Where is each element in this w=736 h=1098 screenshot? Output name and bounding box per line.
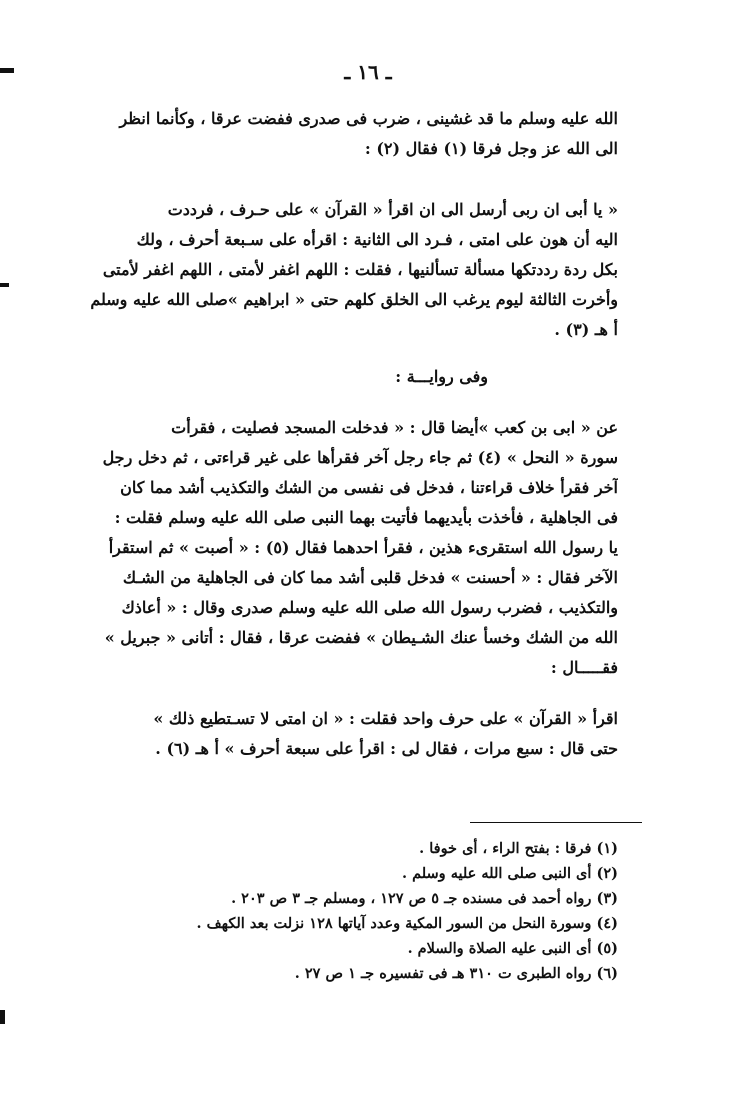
text-line: الى الله عز وجل فرقا (١) فقال (٢) : — [364, 139, 618, 158]
text-line: الآخر فقال : « أحسنت » فدخل قلبى أشد مما كان فى الجاهلية من الشـك — [122, 568, 618, 587]
section-heading — [76, 362, 618, 392]
footnote-3: (٣) رواه أحمد فى مسنده جـ ٥ ص ١٢٧ ، ومسلم جـ ٣ ص ٢٠٣ . — [231, 890, 618, 907]
footnote-divider — [470, 822, 642, 823]
footnote-6: (٦) رواه الطبرى ت ٣١٠ هـ فى تفسيره جـ ١ ص ٢٧ . — [294, 965, 618, 982]
footnote-4: (٤) وسورة النحل من السور المكية وعدد آياتها ١٢٨ نزلت بعد الكهف . — [196, 915, 618, 932]
text-line: آخر فقرأ خلاف قراءتنا ، فدخل فى نفسى من الشك والتكذيب أشد مما كان — [120, 478, 618, 497]
text-line: فقـــــال : — [550, 658, 618, 677]
text-line: اقرأ « القرآن » على حرف واحد فقلت : « ان امتى لا تسـتطيع ذلك » — [153, 709, 618, 728]
paragraph-1 — [76, 104, 618, 164]
text-line: أ هـ (٣) . — [554, 320, 618, 339]
paragraph-3 — [76, 413, 618, 683]
footnote-5: (٥) أى النبى عليه الصلاة والسلام . — [407, 940, 618, 957]
text-line: سورة « النحل » (٤) ثم جاء رجل آخر فقرأها على غير قراءتى ، ثم دخل رجل — [102, 448, 618, 467]
text-line: اليه أن هون على امتى ، فـرد الى الثانية : اقرأه على سـبعة أحرف ، ولك — [136, 230, 618, 249]
footnote-1: (١) فرقا : بفتح الراء ، أى خوفا . — [419, 840, 618, 857]
text-line: بكل ردة رددتكها مسألة تسألنيها ، فقلت : اللهم اغفر لأمتى ، اللهم اغفر لأمتى — [102, 260, 618, 279]
footnotes — [198, 836, 618, 986]
text-line: الله عليه وسلم ما قد غشينى ، ضرب فى صدرى ففضت عرقا ، وكأنما انظر — [119, 109, 618, 128]
text-line: « يا أبى ان ربى أرسل الى ان اقرأ « القرآن » على حـرف ، فرددت — [167, 200, 618, 219]
text-line: عن « ابى بن كعب »أيضا قال : « فدخلت المسجد فصليت ، فقرأت — [171, 418, 618, 437]
footnote-2: (٢) أى النبى صلى الله عليه وسلم . — [401, 865, 618, 882]
heading-text: وفى روايـــة : — [395, 367, 488, 386]
paragraph-2 — [76, 195, 618, 345]
margin-mark-middle — [0, 283, 9, 287]
text-line: يا رسول الله استقرىء هذين ، فقرأ احدهما فقال (٥) : « أصبت » ثم استقرأ — [108, 538, 618, 557]
paragraph-4 — [76, 704, 618, 764]
text-line: الله من الشك وخسأ عنك الشـيطان » ففضت عرقا ، فقال : أتانى « جبريل » — [104, 628, 618, 647]
text-line: والتكذيب ، فضرب رسول الله صلى الله عليه وسلم صدرى وقال : « أعاذك — [121, 598, 618, 617]
text-line: فى الجاهلية ، فأخذت بأيديهما فأتيت بهما النبى صلى الله عليه وسلم فقلت : — [114, 508, 618, 527]
page-number: ـ ١٦ ـ — [344, 60, 392, 84]
text-line: حتى قال : سبع مرات ، فقال لى : اقرأ على سبعة أحرف » أ هـ (٦) . — [155, 739, 618, 758]
text-line: وأخرت الثالثة ليوم يرغب الى الخلق كلهم حتى « ابراهيم »صلى الله عليه وسلم — [90, 290, 618, 309]
margin-mark-bottom — [0, 1010, 5, 1024]
